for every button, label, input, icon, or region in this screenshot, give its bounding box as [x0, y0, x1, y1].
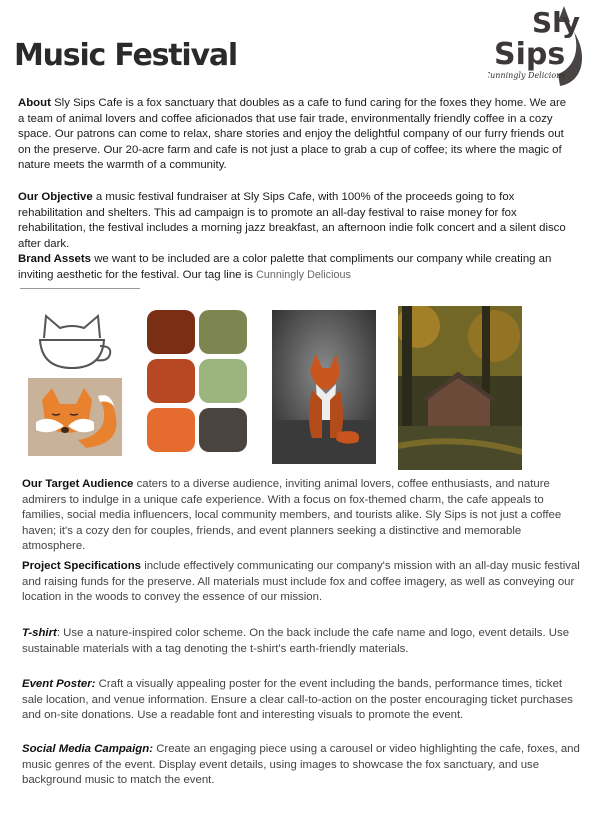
social-text: Create an engaging piece using a carousel or video highlighting the cafe, foxes, and music genres of the event. Display event details, using images to showcase the fox sanctuary, and use background music to match the event.	[22, 743, 580, 787]
fox-cup-icon	[38, 312, 114, 372]
poster-paragraph	[22, 677, 582, 724]
logo-sips: Sips	[494, 37, 566, 72]
forest-cabin-photo	[398, 306, 522, 470]
specs-paragraph	[22, 559, 582, 606]
palette-swatch	[147, 359, 195, 403]
tshirt-paragraph	[22, 626, 582, 657]
objective-paragraph	[18, 190, 570, 252]
tshirt-text: : Use a nature-inspired color scheme. On the back include the cafe name and logo, event details. Use sustainable materials with a tag denoting the t-shirt's earth-friendly materials.	[22, 627, 570, 655]
specs-text: include effectively communicating our company's mission with an all-day music festival and raising funds for the preserve. All materials must include fox and coffee imagery, as well as conveying our location in the woods to convey the essence of our mission.	[22, 560, 580, 604]
poster-text: Craft a visually appealing poster for the event including the bands, performance times, ticket sale location, and venue information. Ensure a clear call-to-action on the poster encouraging ticket purchases and on-site donations. Use a readable font and interesting visuals to promote the event.	[22, 678, 573, 722]
brand-label: Brand Assets	[18, 253, 92, 265]
about-paragraph	[18, 96, 570, 174]
audience-label: Our Target Audience	[22, 478, 134, 490]
brand-paragraph	[18, 252, 570, 283]
logo-sly: Sly	[532, 6, 581, 39]
brand-tagline: Cunningly Delicious	[256, 268, 351, 281]
page-title: Music Festival	[14, 38, 237, 73]
social-label: Social Media Campaign:	[22, 743, 154, 755]
tshirt-label: T-shirt	[22, 627, 57, 639]
divider	[20, 288, 140, 289]
palette-swatch	[147, 408, 195, 452]
sleeping-fox-icon	[28, 378, 122, 456]
objective-label: Our Objective	[18, 191, 93, 203]
palette-swatch	[147, 310, 195, 354]
objective-text: a music festival fundraiser at Sly Sips Cafe, with 100% of the proceeds going to fox rehabilitation and shelters. This ad campaign is to promote an all-day festival to raise money for fox rehabilitation, the festival includes a morning jazz breakfast, an afternoon indie folk concert and a silent disco after dark.	[18, 191, 566, 250]
fox-photo	[272, 310, 376, 464]
audience-paragraph	[22, 477, 582, 555]
logo-tagline: Cunningly Delicious	[488, 71, 566, 80]
specs-label: Project Specifications	[22, 560, 142, 572]
poster-label: Event Poster:	[22, 678, 96, 690]
social-paragraph	[22, 742, 582, 789]
audience-text: caters to a diverse audience, inviting animal lovers, coffee enthusiasts, and nature admirers to indulge in a unique cafe experience. With a focus on fox-themed charm, the cafe appeals to families, social media influencers, local community members, and tourists alike. Sly Sips is not just a coffee haven; it's a cozy den for couples, friends, and event planners seeking a distinctive and memorable atmosphere.	[22, 478, 562, 553]
about-text: Sly Sips Cafe is a fox sanctuary that doubles as a cafe to fund caring for the foxes they home. We are a team of animal lovers and coffee aficionados that use fair trade, environmentally friendly coffee in a cozy space. Our patrons can come to relax, share stories and enjoy the delightful company of our furry friends out on the preserve. Our 20-acre farm and cafe is not just a place to grab a cup of coffee; its where the magic of nature meets the warmth of a community.	[18, 97, 567, 172]
sly-sips-logo	[488, 2, 588, 88]
brand-text: we want to be included are a color palette that compliments our company while creating an inviting aesthetic for the festival. Our tag line is	[18, 253, 552, 281]
palette-swatch	[199, 310, 247, 354]
palette-swatch	[199, 408, 247, 452]
palette-swatch	[199, 359, 247, 403]
about-label: About	[18, 97, 51, 109]
